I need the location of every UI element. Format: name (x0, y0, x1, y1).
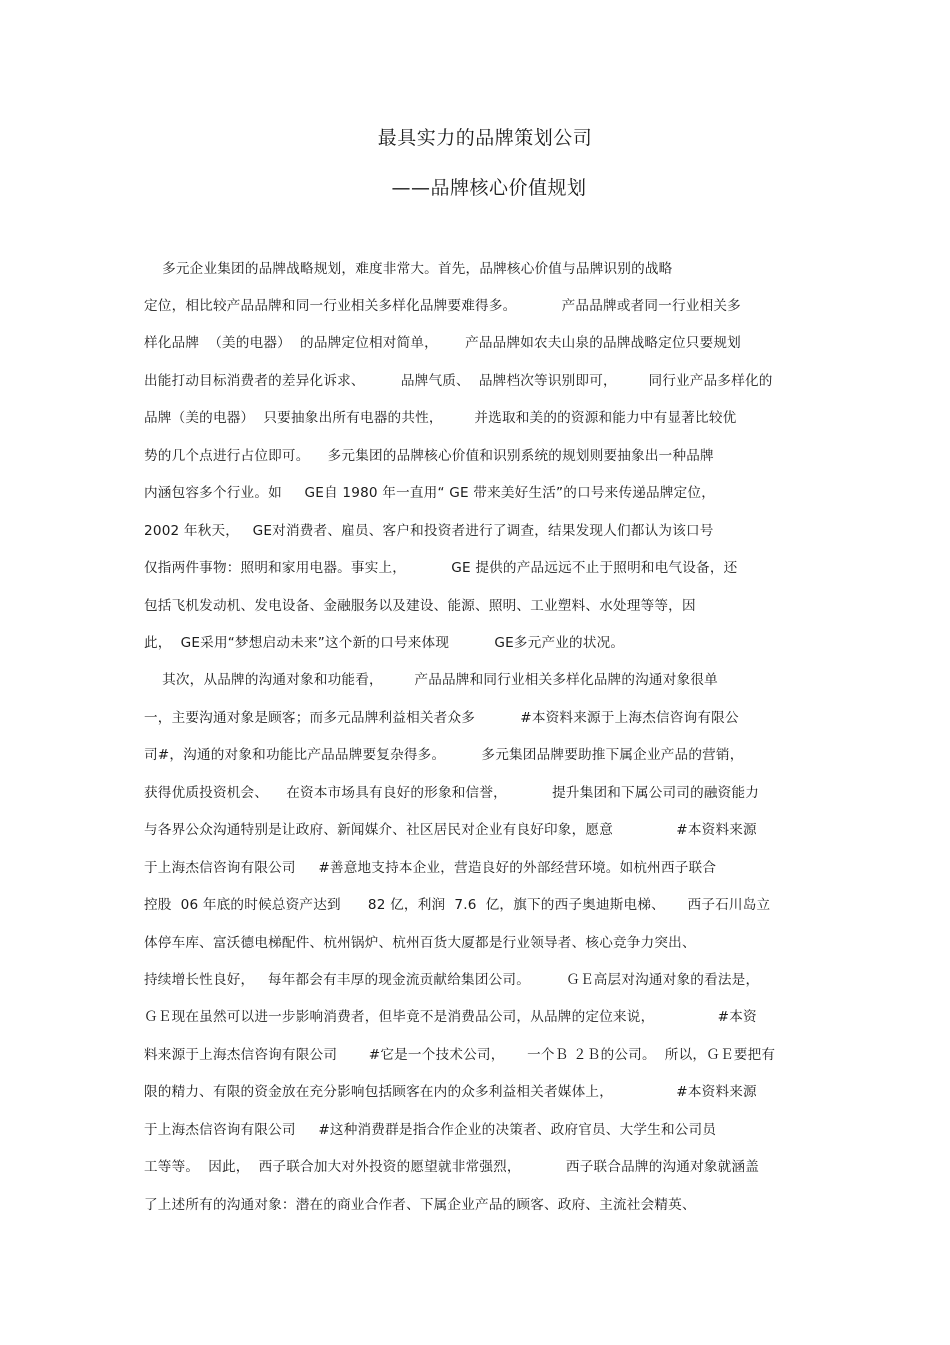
body-text-line: 其次，从品牌的沟通对象和功能看， 产品品牌和同行业相关多样化品牌的沟通对象很单 (144, 672, 718, 688)
body-text-line: 于上海杰信咨询有限公司 #善意地支持本企业，营造良好的外部经营环境。如杭州西子联合 (144, 860, 717, 876)
body-text-line: 包括飞机发动机、发电设备、金融服务以及建设、能源、照明、工业塑料、水处理等等，因 (144, 598, 696, 614)
body-text-line: 料来源于上海杰信咨询有限公司 #它是一个技术公司， 一个Ｂ ２Ｂ的公司。 所以，ＧＥ要把有 (144, 1047, 776, 1063)
body-text-line: 了上述所有的沟通对象：潜在的商业合作者、下属企业产品的顾客、政府、主流社会精英、 (144, 1197, 696, 1213)
body-text-line: 工等等。 因此， 西子联合加大对外投资的愿望就非常强烈， 西子联合品牌的沟通对象就涵盖 (144, 1159, 760, 1175)
body-text-line: 内涵包容多个行业。如 GE自 1980 年一直用“ GE 带来美好生活”的口号来传递品牌定位， (144, 485, 716, 501)
body-text-line: 体停车库、富沃德电梯配件、杭州锅炉、杭州百货大厦都是行业领导者、核心竞争力突出、 (144, 935, 696, 951)
body-text-line: 出能打动目标消费者的差异化诉求、 品牌气质、 品牌档次等识别即可， 同行业产品多样化的 (144, 373, 773, 389)
document-title: 最具实力的品牌策划公司 (377, 127, 593, 149)
body-text-line: 势的几个点进行占位即可。 多元集团的品牌核心价值和识别系统的规划则要抽象出一种品牌 (144, 448, 714, 464)
body-text-line: 限的精力、有限的资金放在充分影响包括顾客在内的众多利益相关者媒体上， #本资料来源 (144, 1084, 757, 1100)
body-text-line: 一，主要沟通对象是顾客；而多元品牌利益相关者众多 #本资料来源于上海杰信咨询有限公 (144, 710, 739, 726)
document-subtitle: ——品牌核心价值规划 (391, 177, 587, 199)
body-text-line: 多元企业集团的品牌战略规划，难度非常大。首先，品牌核心价值与品牌识别的战略 (144, 261, 673, 277)
body-text-line: 司#，沟通的对象和功能比产品品牌要复杂得多。 多元集团品牌要助推下属企业产品的营销， (144, 747, 744, 763)
body-text-line: 此， GE采用“梦想启动未来”这个新的口号来体现 GE多元产业的状况。 (144, 635, 625, 651)
body-text-line: 样化品牌 （美的电器） 的品牌定位相对简单， 产品品牌如农夫山泉的品牌战略定位只要规划 (144, 335, 741, 351)
body-text-line: ＧＥ现在虽然可以进一步影响消费者，但毕竟不是消费品公司，从品牌的定位来说， #本资 (144, 1009, 757, 1025)
body-text-line: 与各界公众沟通特别是让政府、新闻媒介、社区居民对企业有良好印象，愿意 #本资料来源 (144, 822, 757, 838)
body-text-line: 仅指两件事物：照明和家用电器。事实上， GE 提供的产品远远不止于照明和电气设备，还 (144, 560, 738, 576)
body-text-line: 品牌（美的电器） 只要抽象出所有电器的共性， 并选取和美的的资源和能力中有显著比较优 (144, 410, 737, 426)
body-text-line: 2002 年秋天， GE对消费者、雇员、客户和投资者进行了调查，结果发现人们都认为该口号 (144, 523, 714, 539)
body-text-line: 控股 06 年底的时候总资产达到 82 亿，利润 7.6 亿，旗下的西子奥迪斯电梯、 西子石川岛立 (144, 897, 771, 913)
body-text-line: 定位，相比较产品品牌和同一行业相关多样化品牌要难得多。 产品品牌或者同一行业相关多 (144, 298, 741, 314)
body-text-line: 持续增长性良好， 每年都会有丰厚的现金流贡献给集团公司。 ＧＥ高层对沟通对象的看法是， (144, 972, 760, 988)
body-text-line: 获得优质投资机会、 在资本市场具有良好的形象和信誉， 提升集团和下属公司司的融资能力 (144, 785, 760, 801)
body-text-line: 于上海杰信咨询有限公司 #这种消费群是指合作企业的决策者、政府官员、大学生和公司员 (144, 1122, 717, 1138)
